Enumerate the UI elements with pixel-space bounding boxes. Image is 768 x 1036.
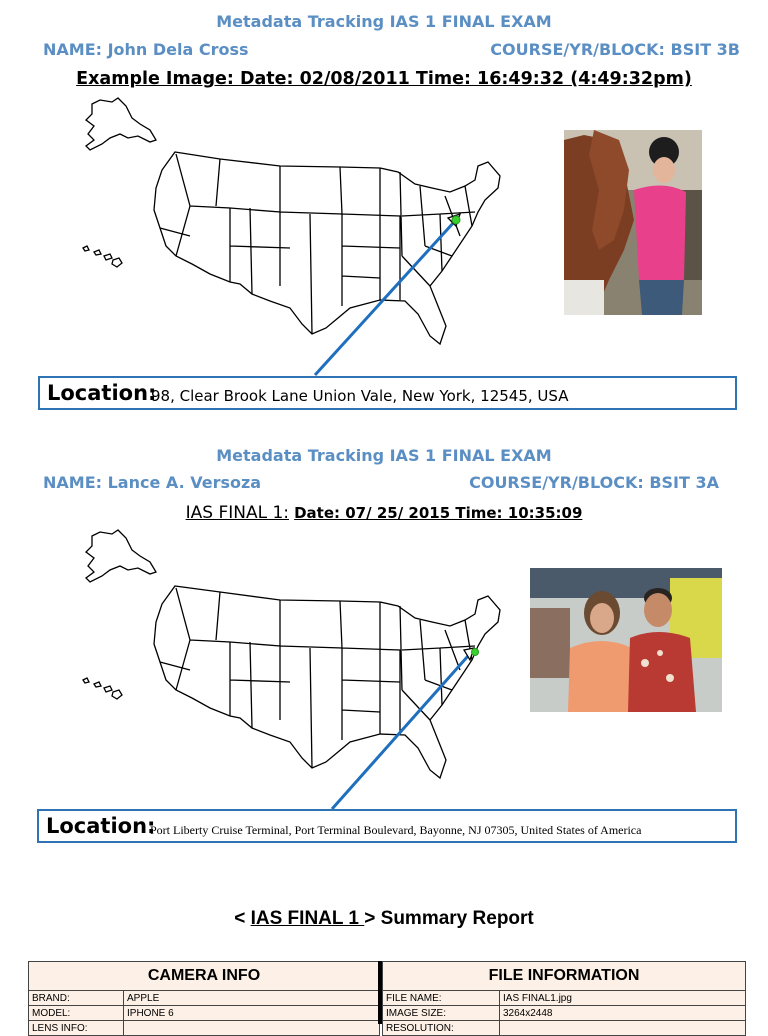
table-row	[383, 991, 746, 1006]
hawaii-outline	[83, 678, 122, 699]
table-row	[29, 1006, 380, 1021]
camera-row-value: IPHONE 6	[124, 1006, 380, 1021]
camera-info-table	[28, 961, 380, 1036]
camera-row-label: LENS INFO:	[29, 1021, 124, 1036]
section1-location-text: 98, Clear Brook Lane Union Vale, New York, 12545, USA	[151, 387, 569, 405]
section1-location-marker	[452, 216, 460, 224]
section1-photo	[564, 130, 702, 315]
alaska-outline	[86, 530, 156, 582]
file-row-value: 3264x2448	[500, 1006, 746, 1021]
report-title-link: IAS FINAL 1	[250, 908, 365, 929]
camera-row-label: BRAND:	[29, 991, 124, 1006]
table-row	[383, 1021, 746, 1036]
summary-report	[28, 961, 746, 1034]
section2-title: Metadata Tracking IAS 1 FINAL EXAM	[216, 446, 552, 465]
section1-location-label: Location:	[47, 381, 157, 405]
contiguous-us-outline	[154, 152, 500, 344]
table-row	[383, 1006, 746, 1021]
file-row-label: IMAGE SIZE:	[383, 1006, 500, 1021]
section1-location-box	[38, 376, 737, 410]
camera-info-header: CAMERA INFO	[29, 962, 380, 991]
camera-row-value	[124, 1021, 380, 1036]
file-info-table	[382, 961, 746, 1036]
section2-name: NAME: Lance A. Versoza	[43, 473, 262, 492]
section2-subheading-main: IAS FINAL 1:	[185, 503, 290, 523]
section2-course: COURSE/YR/BLOCK: BSIT 3A	[469, 473, 719, 492]
section1-us-map	[80, 96, 510, 351]
section2-subheading	[0, 503, 768, 523]
section2-location-text: Port Liberty Cruise Terminal, Port Terminal Boulevard, Bayonne, NJ 07305, United States of America	[150, 823, 642, 837]
contiguous-us-outline	[154, 586, 500, 778]
file-row-value: IAS FINAL1.jpg	[500, 991, 746, 1006]
section1-title: Metadata Tracking IAS 1 FINAL EXAM	[216, 12, 552, 31]
file-row-value	[500, 1021, 746, 1036]
section2-photo	[530, 568, 722, 712]
section1-name: NAME: John Dela Cross	[43, 40, 249, 59]
section2-location-marker	[472, 649, 479, 656]
table-row	[29, 991, 380, 1006]
report-title-suffix: > Summary Report	[364, 908, 534, 929]
report-title	[0, 908, 768, 930]
section2-location-label: Location:	[46, 814, 156, 838]
camera-row-value: APPLE	[124, 991, 380, 1006]
section1-subheading: Example Image: Date: 02/08/2011 Time: 16:49:32 (4:49:32pm)	[76, 69, 692, 89]
section2-us-map	[80, 528, 510, 788]
report-title-prefix: <	[234, 908, 251, 929]
section2-subheading-date: Date: 07/ 25/ 2015 Time: 10:35:09	[294, 504, 583, 522]
file-info-header: FILE INFORMATION	[383, 962, 746, 991]
table-row	[29, 1021, 380, 1036]
file-row-label: RESOLUTION:	[383, 1021, 500, 1036]
camera-row-label: MODEL:	[29, 1006, 124, 1021]
alaska-outline	[86, 98, 156, 150]
section2-location-box	[37, 809, 737, 843]
file-row-label: FILE NAME:	[383, 991, 500, 1006]
hawaii-outline	[83, 246, 122, 267]
section1-course: COURSE/YR/BLOCK: BSIT 3B	[490, 40, 740, 59]
